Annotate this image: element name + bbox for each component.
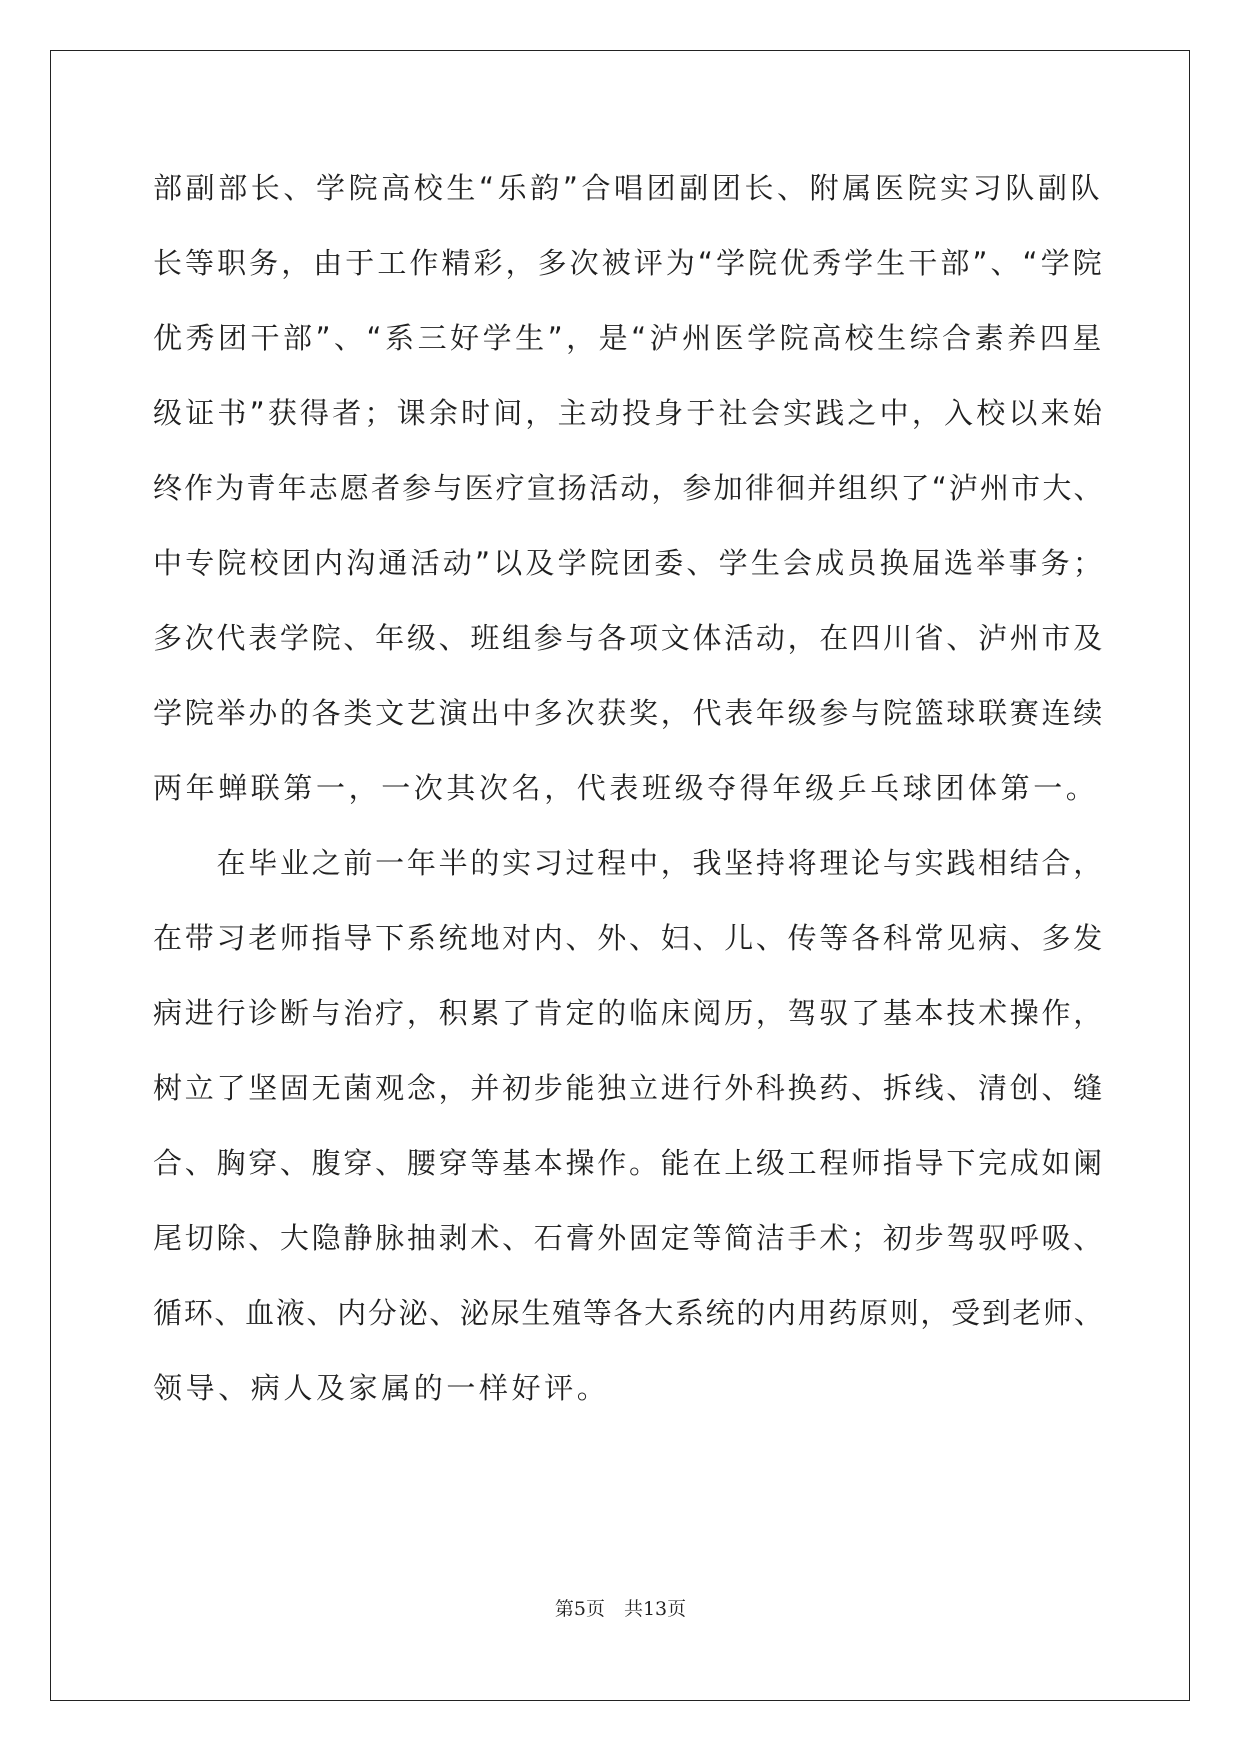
text-line-10: 在毕业之前一年半的实习过程中，我坚持将理论与实践相结合， — [153, 846, 1106, 880]
text-line-17: 领导、病人及家属的一样好评。 — [153, 1371, 610, 1405]
text-line-2: 长等职务，由于工作精彩，多次被评为“学院优秀学生干部”、“学院 — [153, 246, 1105, 280]
text-line-15: 尾切除、大隐静脉抽剥术、石膏外固定等简洁手术；初步驾驭呼吸、 — [153, 1221, 1106, 1255]
text-line-1: 部副部长、学院高校生“乐韵”合唱团副团长、附属医院实习队副队 — [153, 171, 1104, 205]
text-line-4: 级证书”获得者；课余时间，主动投身于社会实践之中，入校以来始 — [153, 396, 1106, 430]
text-line-14: 合、胸穿、腹穿、腰穿等基本操作。能在上级工程师指导下完成如阑 — [153, 1146, 1106, 1180]
text-line-16: 循环、血液、内分泌、泌尿生殖等各大系统的内用药原则，受到老师、 — [153, 1296, 1105, 1330]
text-line-5: 终作为青年志愿者参与医疗宣扬活动，参加徘徊并组织了“泸州市大、 — [153, 471, 1105, 505]
text-line-3: 优秀团干部”、“系三好学生”，是“泸州医学院高校生综合素养四星 — [153, 321, 1105, 355]
text-line-11: 在带习老师指导下系统地对内、外、妇、儿、传等各科常见病、多发 — [153, 921, 1106, 955]
text-line-8: 学院举办的各类文艺演出中多次获奖，代表年级参与院篮球联赛连续 — [153, 696, 1106, 730]
text-line-7: 多次代表学院、年级、班组参与各项文体活动，在四川省、泸州市及 — [153, 621, 1106, 655]
text-line-9: 两年蝉联第一，一次其次名，代表班级夺得年级乒乓球团体第一。 — [153, 771, 1099, 805]
text-line-12: 病进行诊断与治疗，积累了肯定的临床阅历，驾驭了基本技术操作， — [153, 996, 1106, 1030]
text-line-13: 树立了坚固无菌观念，并初步能独立进行外科换药、拆线、清创、缝 — [153, 1071, 1106, 1105]
text-line-6: 中专院校团内沟通活动”以及学院团委、学生会成员换届选举事务； — [153, 546, 1106, 580]
page-number-footer: 第5页 共13页 — [554, 1598, 687, 1620]
